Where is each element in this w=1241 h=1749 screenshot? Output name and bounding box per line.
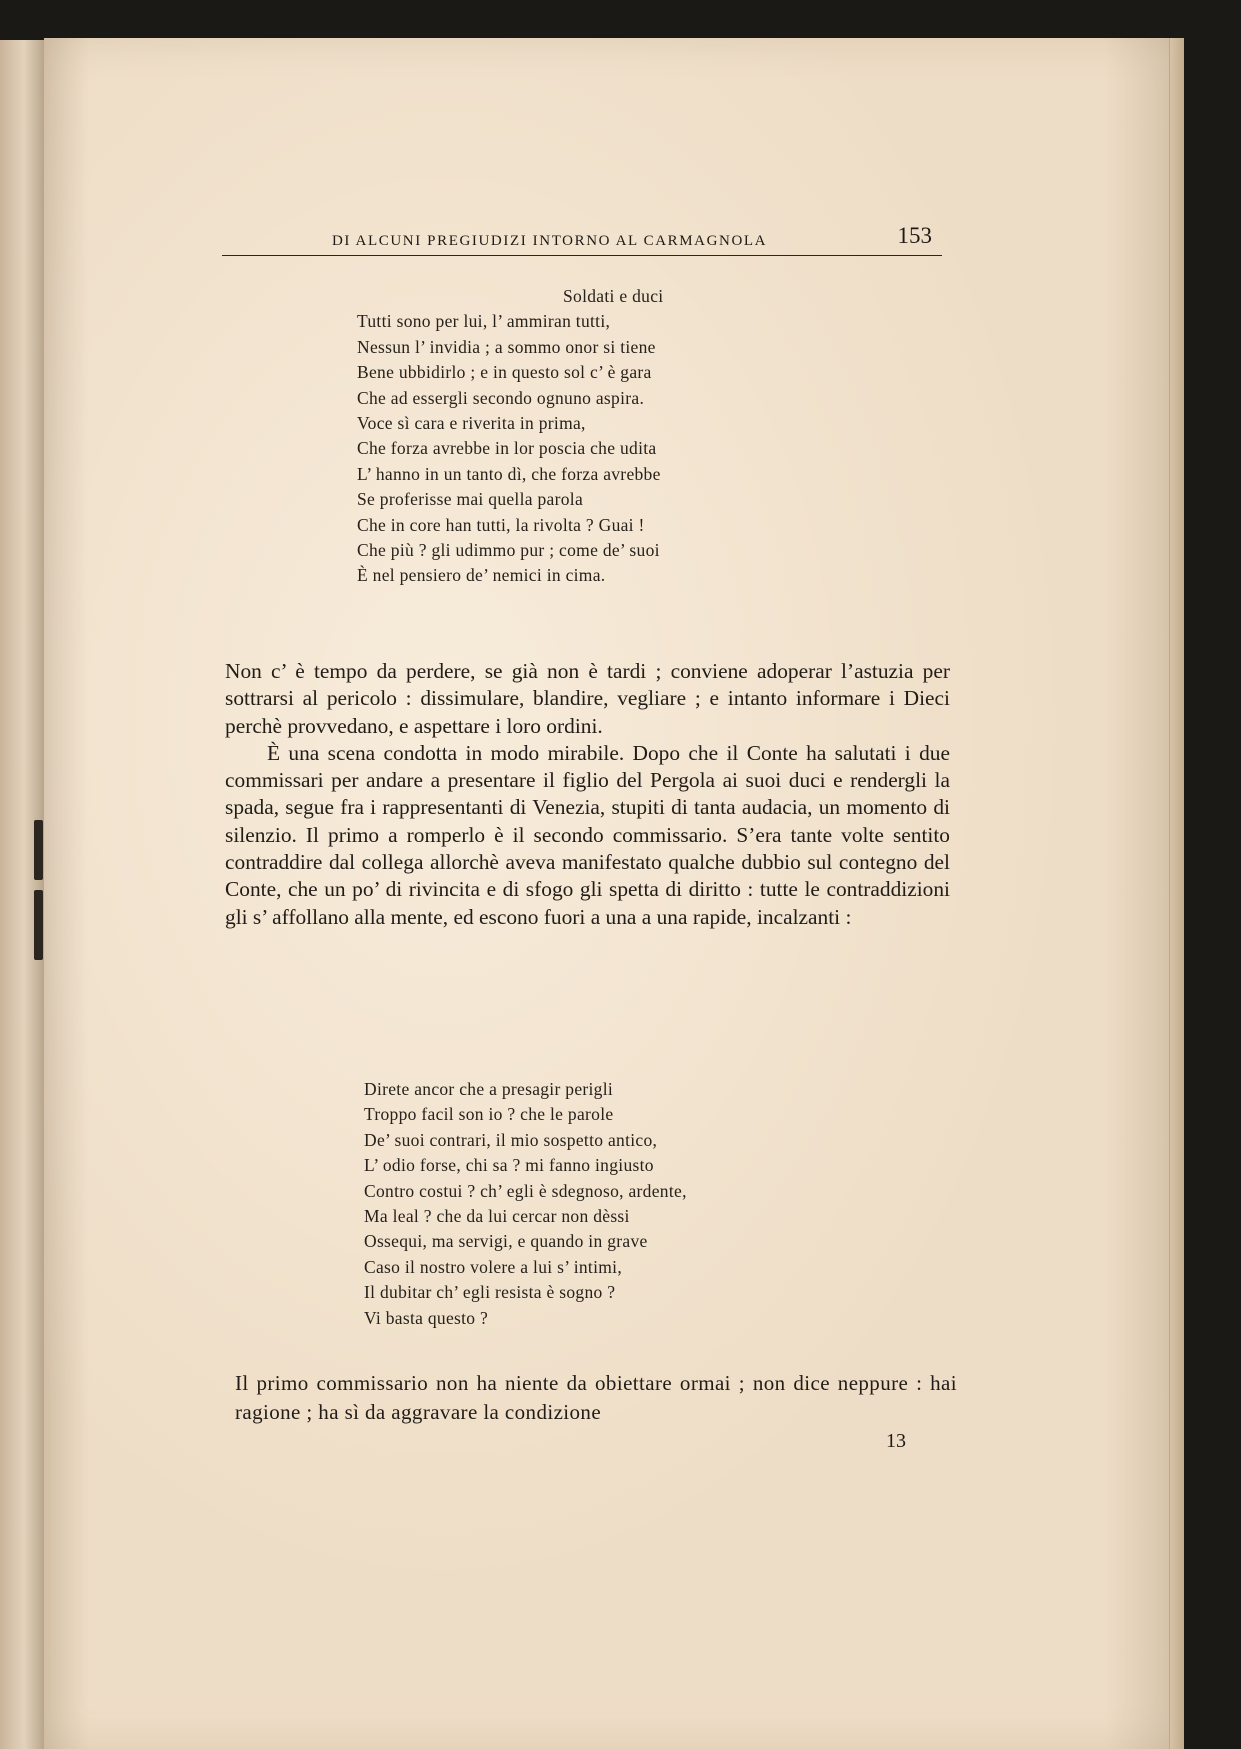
verse-line: Vi basta questo ? xyxy=(364,1307,489,1328)
running-header xyxy=(222,221,942,256)
running-title: DI ALCUNI PREGIUDIZI INTORNO AL CARMAGNOLA xyxy=(332,233,768,249)
page-number: 153 xyxy=(897,223,932,248)
verse-line: Ossequi, ma servigi, e quando in grave xyxy=(364,1231,648,1252)
body-text-2 xyxy=(235,1369,957,1427)
verse-line: Che più ? gli udimmo pur ; come de’ suoi xyxy=(357,540,660,561)
binding-thread-mark xyxy=(34,820,43,880)
verse-line: Il dubitar ch’ egli resista è sogno ? xyxy=(364,1282,616,1303)
verse-line: È nel pensiero de’ nemici in cima. xyxy=(357,565,606,586)
verse-line: L’ odio forse, chi sa ? mi fanno ingiusto xyxy=(364,1155,654,1176)
verse-line: Direte ancor che a presagir perigli xyxy=(364,1079,614,1099)
verse-line: Ma leal ? che da lui cercar non dèssi xyxy=(364,1206,630,1227)
previous-page-edge xyxy=(0,40,46,1749)
paragraph: Il primo commissario non ha niente da obiettare ormai ; non dice neppure : hai ragione ; ha sì da aggravare la condizione xyxy=(235,1371,957,1424)
book-page xyxy=(44,38,1184,1749)
verse-line: Nessun l’ invidia ; a sommo onor si tiene xyxy=(357,336,656,357)
verse-line: Tutti sono per lui, l’ ammiran tutti, xyxy=(357,311,611,332)
verse-line: Bene ubbidirlo ; e in questo sol c’ è gara xyxy=(357,362,652,383)
verse-line: Che ad essergli secondo ognuno aspira. xyxy=(357,387,645,408)
paragraph: È una scena condotta in modo mirabile. Dopo che il Conte ha salutati i due commissari per andare a presentare il figlio del Pergola ai suoi duci e rendergli la spada, segue fra i rappresentanti di Venezia, stupiti di tanta audacia, un momento di silenzio. Il primo a romperlo è il secondo commissario. S’era tante volte sentito contraddire dal collega allorchè aveva manifestato qualche dubbio sul contegno del Conte, che un po’ di rivincita e di sfogo gli spetta di diritto : tutte le contraddizioni gli s’ affollano alla mente, ed escono fuori a una a una rapide, incalzanti : xyxy=(225,740,950,929)
signature-mark: 13 xyxy=(886,1430,906,1452)
paragraph: Non c’ è tempo da perdere, se già non è tardi ; conviene adoperar l’astuzia per sottrarsi al pericolo : dissimulare, blandire, vegliare ; e intanto informare i Dieci perchè provvedano, e aspettare i loro ordini. xyxy=(225,659,950,738)
verse-line: Che in core han tutti, la rivolta ? Guai ! xyxy=(357,514,645,535)
verse-quotation-2 xyxy=(364,1077,687,1331)
verse-line: De’ suoi contrari, il mio sospetto antico, xyxy=(364,1129,658,1150)
verse-line: Contro costui ? ch’ egli è sdegnoso, ardente, xyxy=(364,1180,687,1201)
verse-line: L’ hanno in un tanto dì, che forza avrebbe xyxy=(357,463,661,484)
verse-line: Caso il nostro volere a lui s’ intimi, xyxy=(364,1256,622,1277)
verse-line: Soldati e duci xyxy=(563,286,664,306)
verse-quotation-1 xyxy=(357,284,663,589)
verse-line: Che forza avrebbe in lor poscia che udita xyxy=(357,438,657,459)
verse-line: Troppo facil son io ? che le parole xyxy=(364,1104,614,1125)
binding-thread-mark xyxy=(34,890,43,960)
verse-line: Se proferisse mai quella parola xyxy=(357,489,584,510)
page-fore-edge xyxy=(1169,38,1184,1749)
verse-line: Voce sì cara e riverita in prima, xyxy=(357,413,586,434)
body-text-1 xyxy=(225,658,950,931)
